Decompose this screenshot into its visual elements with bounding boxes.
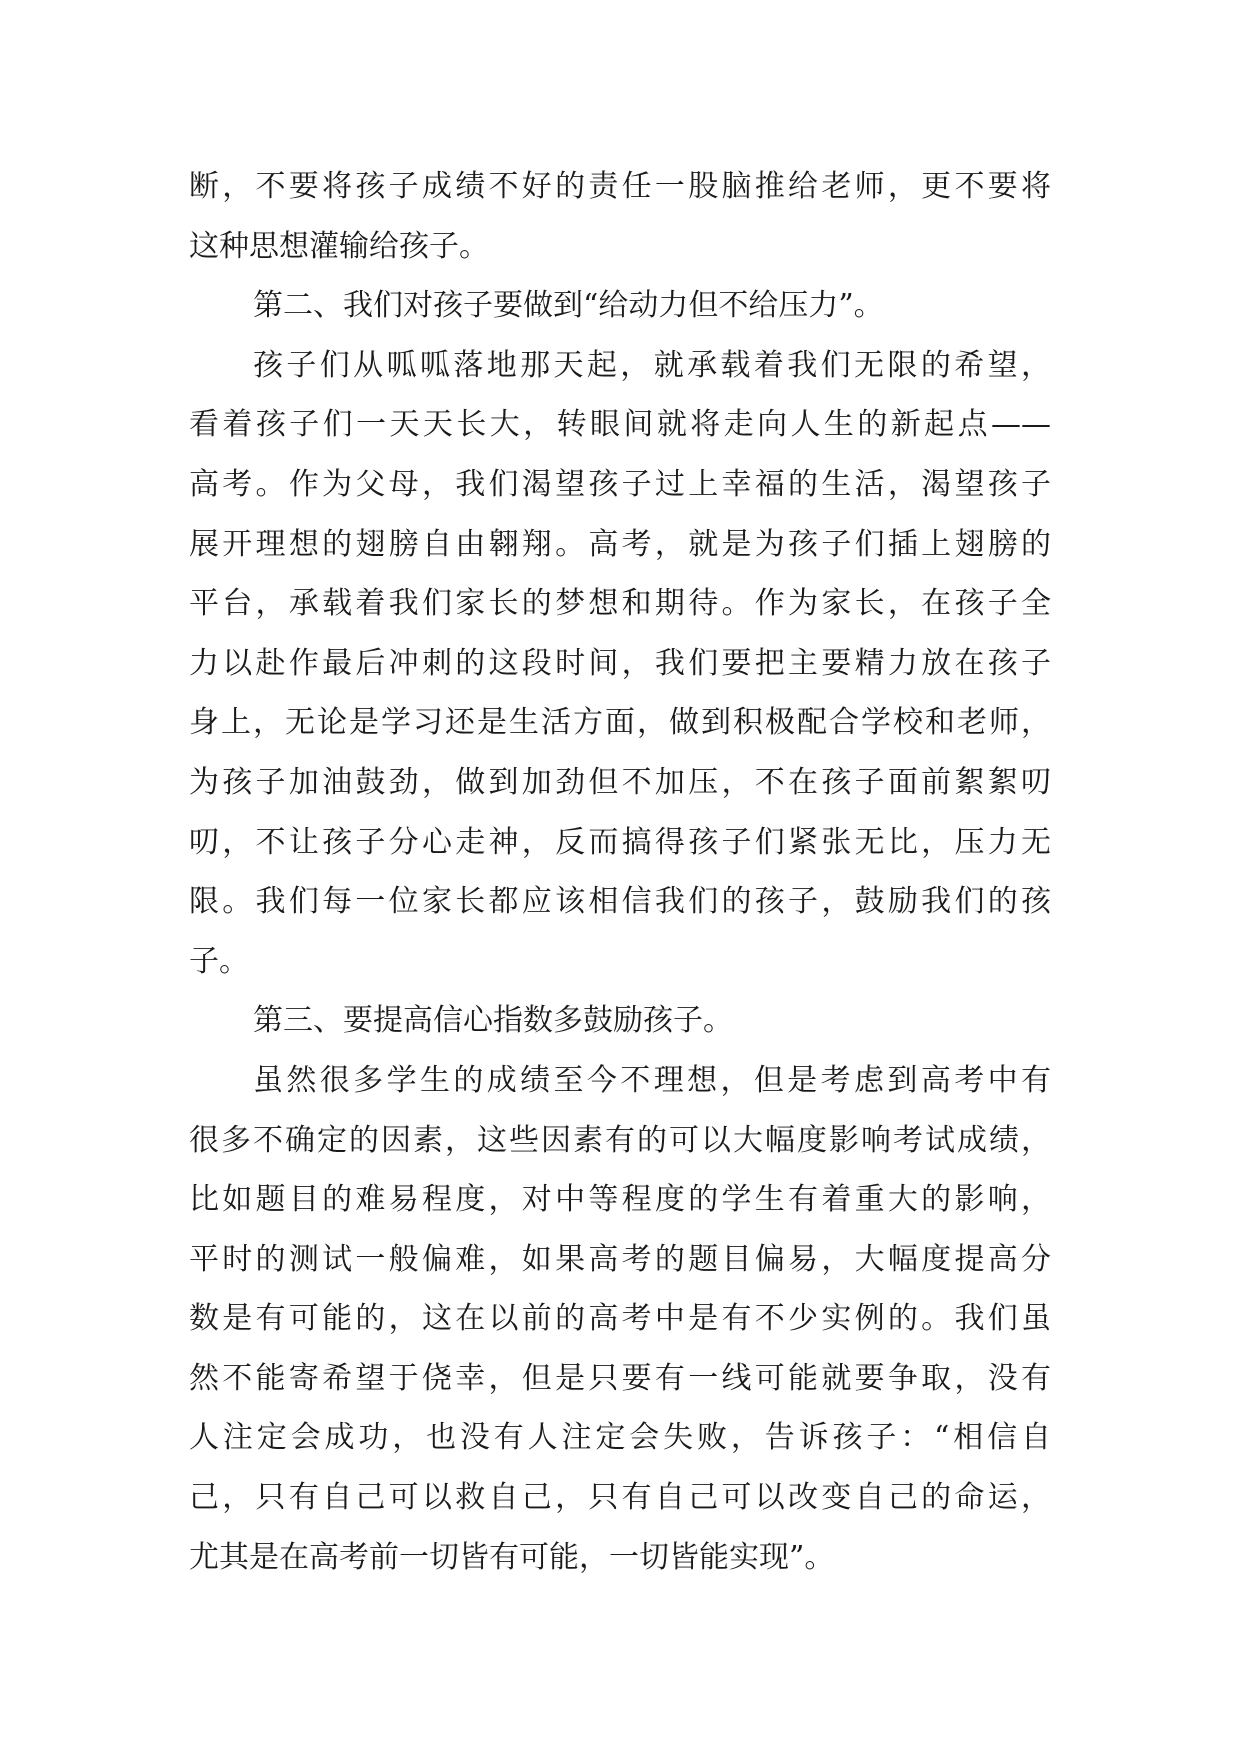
text-line: 限。我们每一位家长都应该相信我们的孩子，鼓励我们的孩 <box>189 884 1051 920</box>
text-line: 平时的测试一般偏难，如果高考的题目偏易，大幅度提高分 <box>189 1241 1051 1277</box>
text-line: 为孩子加油鼓劲，做到加劲但不加压，不在孩子面前絮絮叨 <box>189 764 1051 800</box>
text-line: 然不能寄希望于侥幸，但是只要有一线可能就要争取，没有 <box>189 1360 1051 1396</box>
text-line: 看着孩子们一天天长大，转眼间就将走向人生的新起点—— <box>189 407 1051 443</box>
text-line: 比如题目的难易程度，对中等程度的学生有着重大的影响， <box>189 1182 1051 1218</box>
text-line: 子。 <box>189 943 249 979</box>
text-line: 断，不要将孩子成绩不好的责任一股脑推给老师，更不要将 <box>189 169 1051 204</box>
text-line: 很多不确定的因素，这些因素有的可以大幅度影响考试成绩， <box>189 1122 1051 1158</box>
text-line: 展开理想的翅膀自由翱翔。高考，就是为孩子们插上翅膀的 <box>189 526 1051 562</box>
text-line: 孩子们从呱呱落地那天起，就承载着我们无限的希望， <box>253 347 1051 383</box>
text-line: 高考。作为父母，我们渴望孩子过上幸福的生活，渴望孩子 <box>189 466 1051 502</box>
text-line: 人注定会成功，也没有人注定会失败，告诉孩子：“相信自 <box>189 1420 1051 1456</box>
text-line: 这种思想灌输给孩子。 <box>189 228 489 264</box>
text-line: 力以赴作最后冲刺的这段时间，我们要把主要精力放在孩子 <box>189 645 1051 681</box>
body-text <box>189 157 1051 1587</box>
text-line: 虽然很多学生的成绩至今不理想，但是考虑到高考中有 <box>253 1062 1051 1098</box>
text-line: 身上，无论是学习还是生活方面，做到积极配合学校和老师， <box>189 705 1051 741</box>
text-line: 平台，承载着我们家长的梦想和期待。作为家长，在孩子全 <box>189 586 1051 622</box>
text-line: 己，只有自己可以救自己，只有自己可以改变自己的命运， <box>189 1480 1051 1516</box>
text-line: 尤其是在高考前一切皆有可能，一切皆能实现”。 <box>189 1539 835 1575</box>
text-line: 第二、我们对孩子要做到“给动力但不给压力”。 <box>253 288 884 324</box>
text-line: 叨，不让孩子分心走神，反而搞得孩子们紧张无比，压力无 <box>189 824 1051 860</box>
text-line: 第三、要提高信心指数多鼓励孩子。 <box>253 1003 733 1039</box>
text-line: 数是有可能的，这在以前的高考中是有不少实例的。我们虽 <box>189 1301 1051 1337</box>
